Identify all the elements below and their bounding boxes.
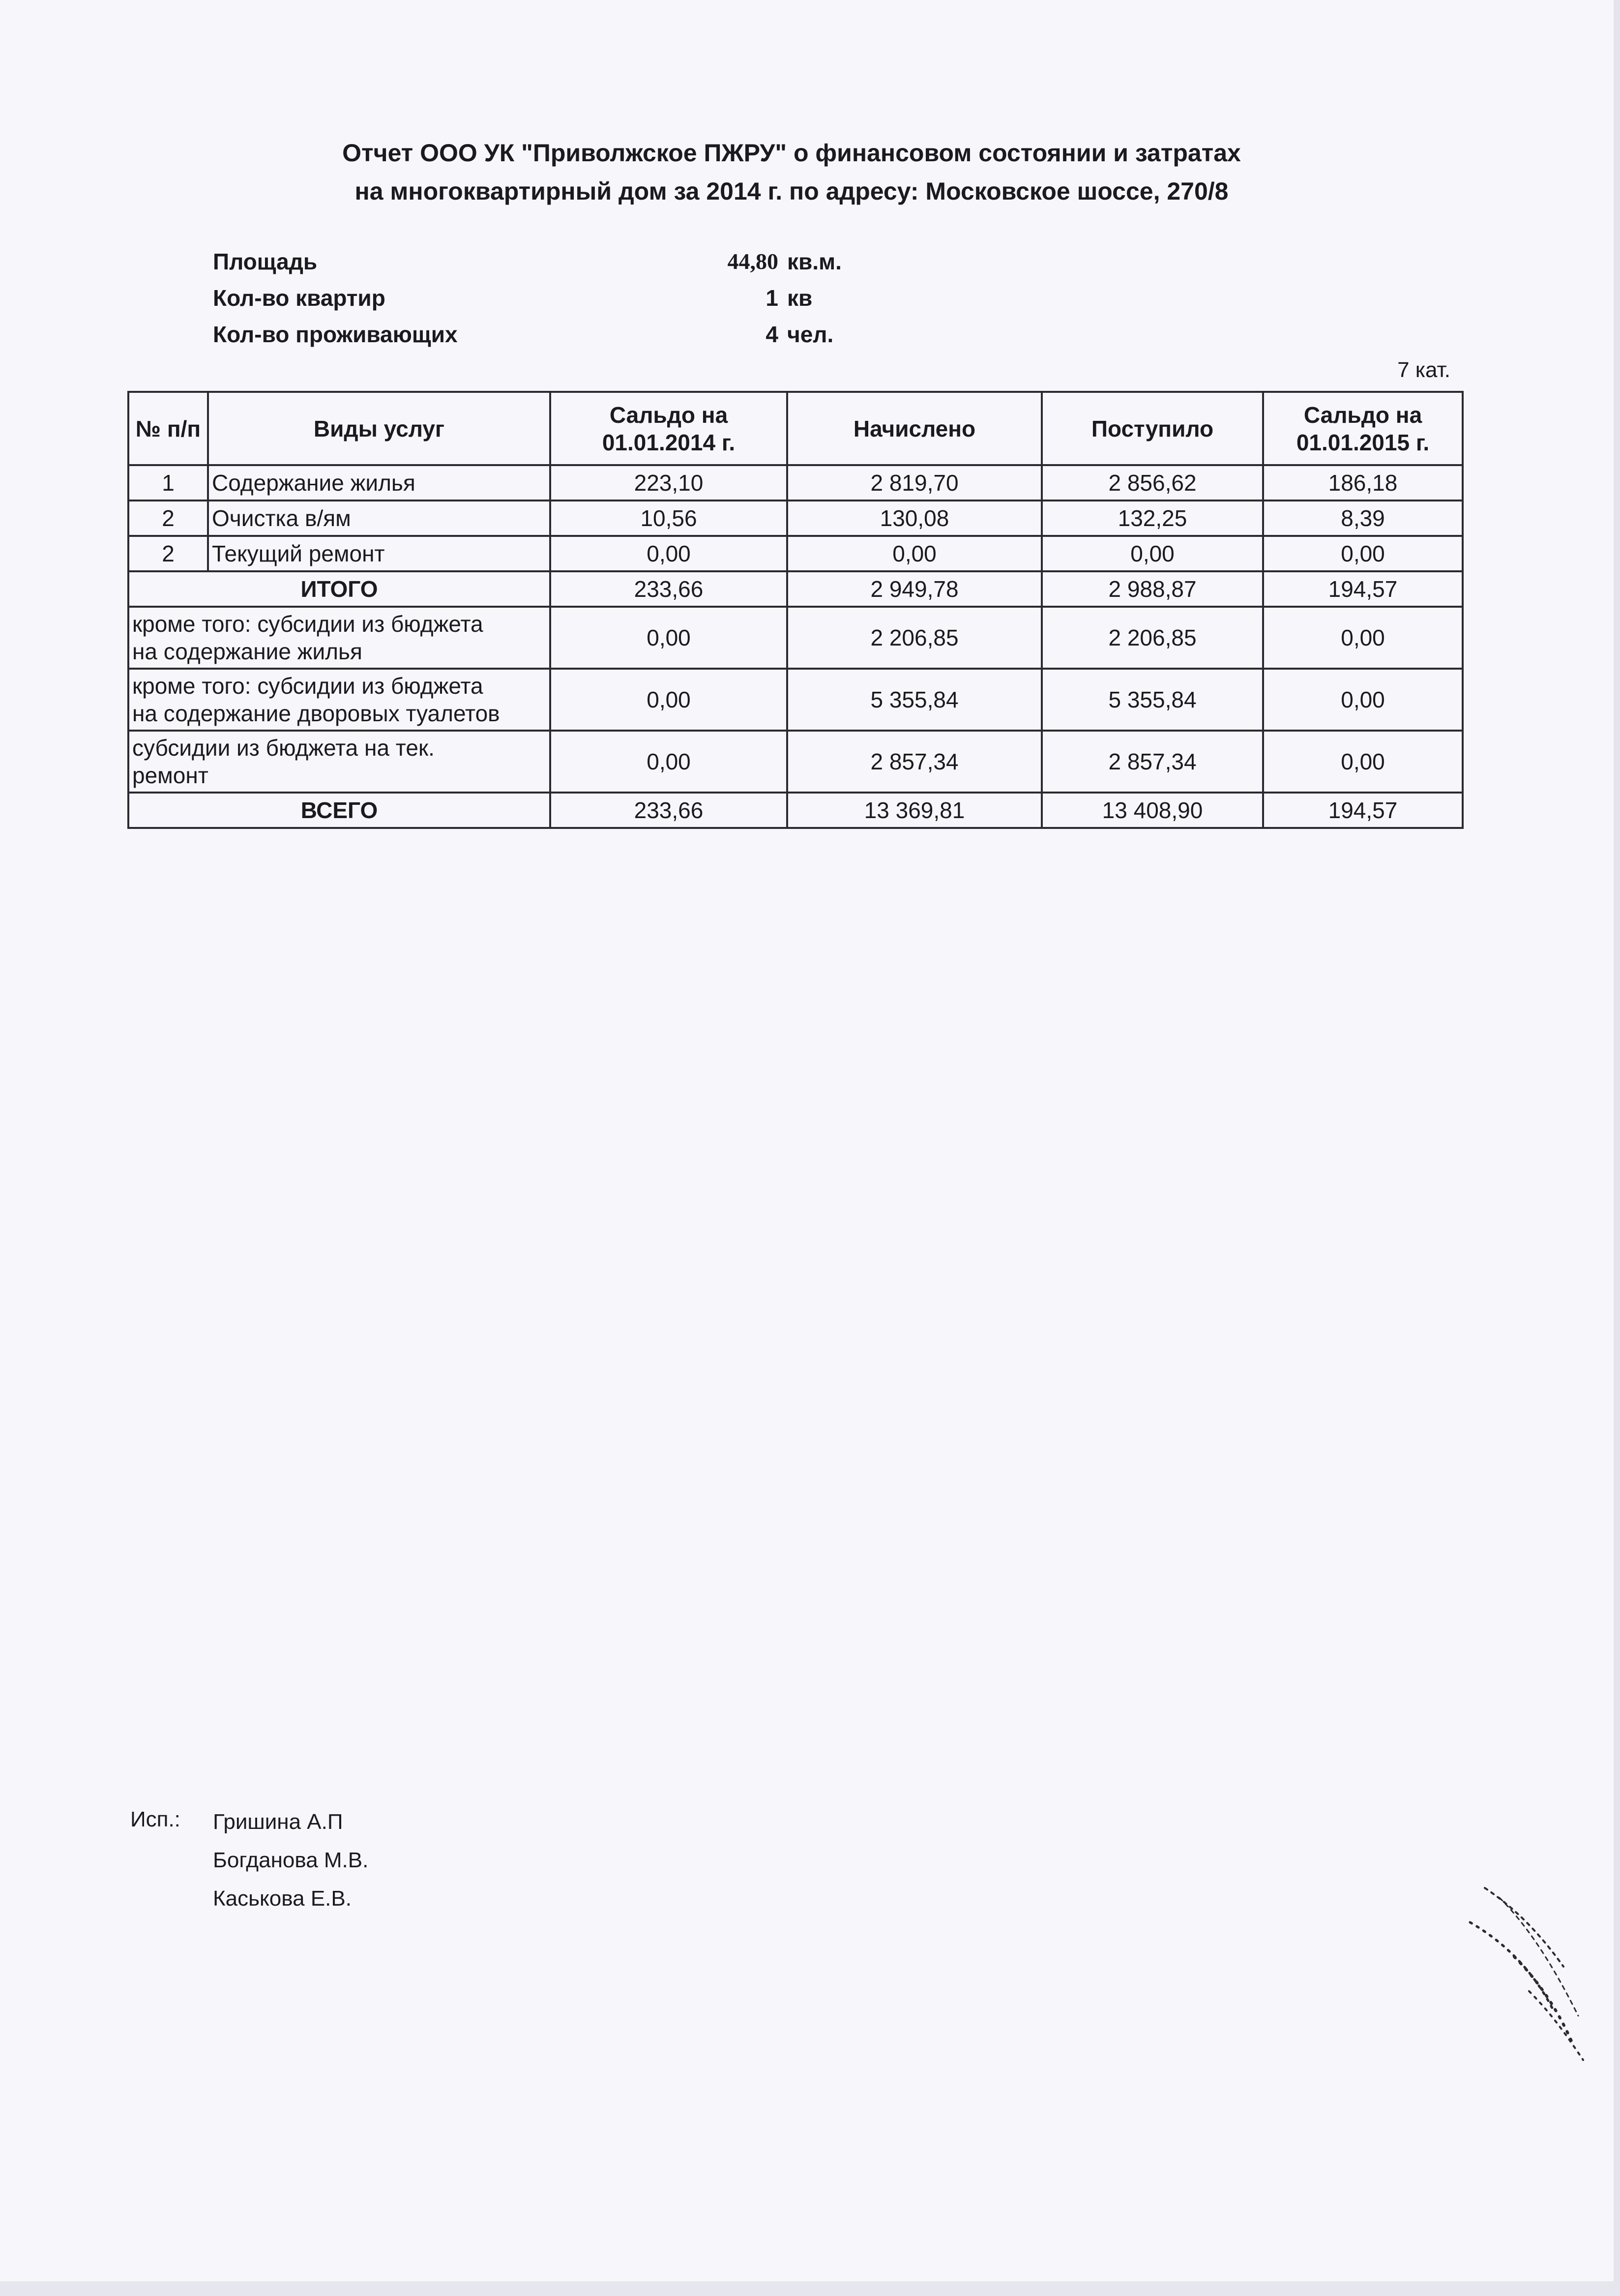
grand-total-received: 13 408,90 <box>1042 793 1263 828</box>
page-right-edge <box>1614 0 1620 2296</box>
subsidy-balance-end: 0,00 <box>1263 669 1463 731</box>
grand-total-charged: 13 369,81 <box>787 793 1042 828</box>
table-row <box>128 500 1463 536</box>
executor-name: Богданова М.В. <box>213 1848 369 1872</box>
subsidy-label-line1: субсидии из бюджета на тек. <box>132 735 435 761</box>
residents-unit: чел. <box>787 322 834 347</box>
header-charged: Начислено <box>787 392 1042 465</box>
subsidy-received: 2 857,34 <box>1042 731 1263 793</box>
residents-label: Кол-во проживающих <box>213 322 458 347</box>
executors-label: Исп.: <box>130 1807 180 1831</box>
row-received: 132,25 <box>1042 500 1263 536</box>
row-balance-start: 223,10 <box>550 465 787 500</box>
total-received: 2 988,87 <box>1042 571 1263 607</box>
area-value: 44,80 <box>727 249 778 274</box>
table-header-row <box>128 392 1463 465</box>
area-unit: кв.м. <box>787 249 842 274</box>
table-row <box>128 465 1463 500</box>
subsidy-received: 5 355,84 <box>1042 669 1263 731</box>
subsidy-balance-end: 0,00 <box>1263 731 1463 793</box>
subsidy-received: 2 206,85 <box>1042 607 1263 669</box>
report-title <box>128 134 1455 210</box>
info-row-area <box>213 248 901 285</box>
row-charged: 130,08 <box>787 500 1042 536</box>
total-label: ИТОГО <box>128 571 550 607</box>
row-num: 1 <box>128 465 208 500</box>
title-line-1: Отчет ООО УК "Приволжское ПЖРУ" о финансовом состоянии и затратах <box>342 139 1241 167</box>
title-line-2: на многоквартирный дом за 2014 г. по адресу: Московское шоссе, 270/8 <box>354 177 1229 205</box>
grand-total-balance-end: 194,57 <box>1263 793 1463 828</box>
row-num: 2 <box>128 500 208 536</box>
subsidy-balance-start: 0,00 <box>550 607 787 669</box>
subsidy-label-line1: кроме того: субсидии из бюджета <box>132 673 483 699</box>
row-balance-end: 186,18 <box>1263 465 1463 500</box>
info-row-flats <box>213 285 901 321</box>
grand-total-label: ВСЕГО <box>128 793 550 828</box>
row-charged: 0,00 <box>787 536 1042 571</box>
ink-smudge <box>1455 1868 1603 2075</box>
header-balance-start-line2: 01.01.2014 г. <box>602 429 736 455</box>
row-balance-start: 10,56 <box>550 500 787 536</box>
subsidy-balance-end: 0,00 <box>1263 607 1463 669</box>
row-num: 2 <box>128 536 208 571</box>
subsidy-label-line2: ремонт <box>132 763 208 788</box>
executor-name: Каськова Е.В. <box>213 1886 352 1911</box>
page-bottom-edge <box>0 2281 1620 2296</box>
subsidy-row <box>128 607 1463 669</box>
executors-names <box>213 1807 557 1922</box>
header-balance-end-line1: Сальдо на <box>1303 402 1422 428</box>
subsidy-label-line2: на содержание жилья <box>132 639 362 664</box>
info-row-residents <box>213 321 901 357</box>
header-service: Виды услуг <box>208 392 550 465</box>
area-label: Площадь <box>213 249 318 274</box>
flats-value: 1 <box>766 285 778 311</box>
total-balance-start: 233,66 <box>550 571 787 607</box>
header-balance-start-line1: Сальдо на <box>609 402 728 428</box>
header-received: Поступило <box>1042 392 1263 465</box>
financial-table <box>127 391 1464 829</box>
total-row <box>128 571 1463 607</box>
subsidy-charged: 2 206,85 <box>787 607 1042 669</box>
category-label: 7 кат. <box>1397 358 1450 382</box>
total-balance-end: 194,57 <box>1263 571 1463 607</box>
grand-total-row <box>128 793 1463 828</box>
table-row <box>128 536 1463 571</box>
header-balance-end-line2: 01.01.2015 г. <box>1296 429 1430 455</box>
row-balance-end: 0,00 <box>1263 536 1463 571</box>
subsidy-label-line2: на содержание дворовых туалетов <box>132 701 500 726</box>
subsidy-balance-start: 0,00 <box>550 731 787 793</box>
grand-total-balance-start: 233,66 <box>550 793 787 828</box>
row-received: 0,00 <box>1042 536 1263 571</box>
row-charged: 2 819,70 <box>787 465 1042 500</box>
subsidy-label <box>128 731 550 793</box>
subsidy-row <box>128 669 1463 731</box>
subsidy-balance-start: 0,00 <box>550 669 787 731</box>
subsidy-row <box>128 731 1463 793</box>
subsidy-label-line1: кроме того: субсидии из бюджета <box>132 611 483 637</box>
subsidy-charged: 2 857,34 <box>787 731 1042 793</box>
row-service: Содержание жилья <box>208 465 550 500</box>
flats-label: Кол-во квартир <box>213 285 385 311</box>
subsidy-charged: 5 355,84 <box>787 669 1042 731</box>
row-balance-end: 8,39 <box>1263 500 1463 536</box>
header-balance-start <box>550 392 787 465</box>
residents-value: 4 <box>766 322 778 347</box>
row-service: Текущий ремонт <box>208 536 550 571</box>
executor-name: Гришина А.П <box>213 1810 343 1834</box>
row-received: 2 856,62 <box>1042 465 1263 500</box>
header-balance-end <box>1263 392 1463 465</box>
flats-unit: кв <box>787 285 813 311</box>
building-info <box>213 248 901 357</box>
row-service: Очистка в/ям <box>208 500 550 536</box>
header-num: № п/п <box>128 392 208 465</box>
subsidy-label <box>128 607 550 669</box>
row-balance-start: 0,00 <box>550 536 787 571</box>
total-charged: 2 949,78 <box>787 571 1042 607</box>
subsidy-label <box>128 669 550 731</box>
